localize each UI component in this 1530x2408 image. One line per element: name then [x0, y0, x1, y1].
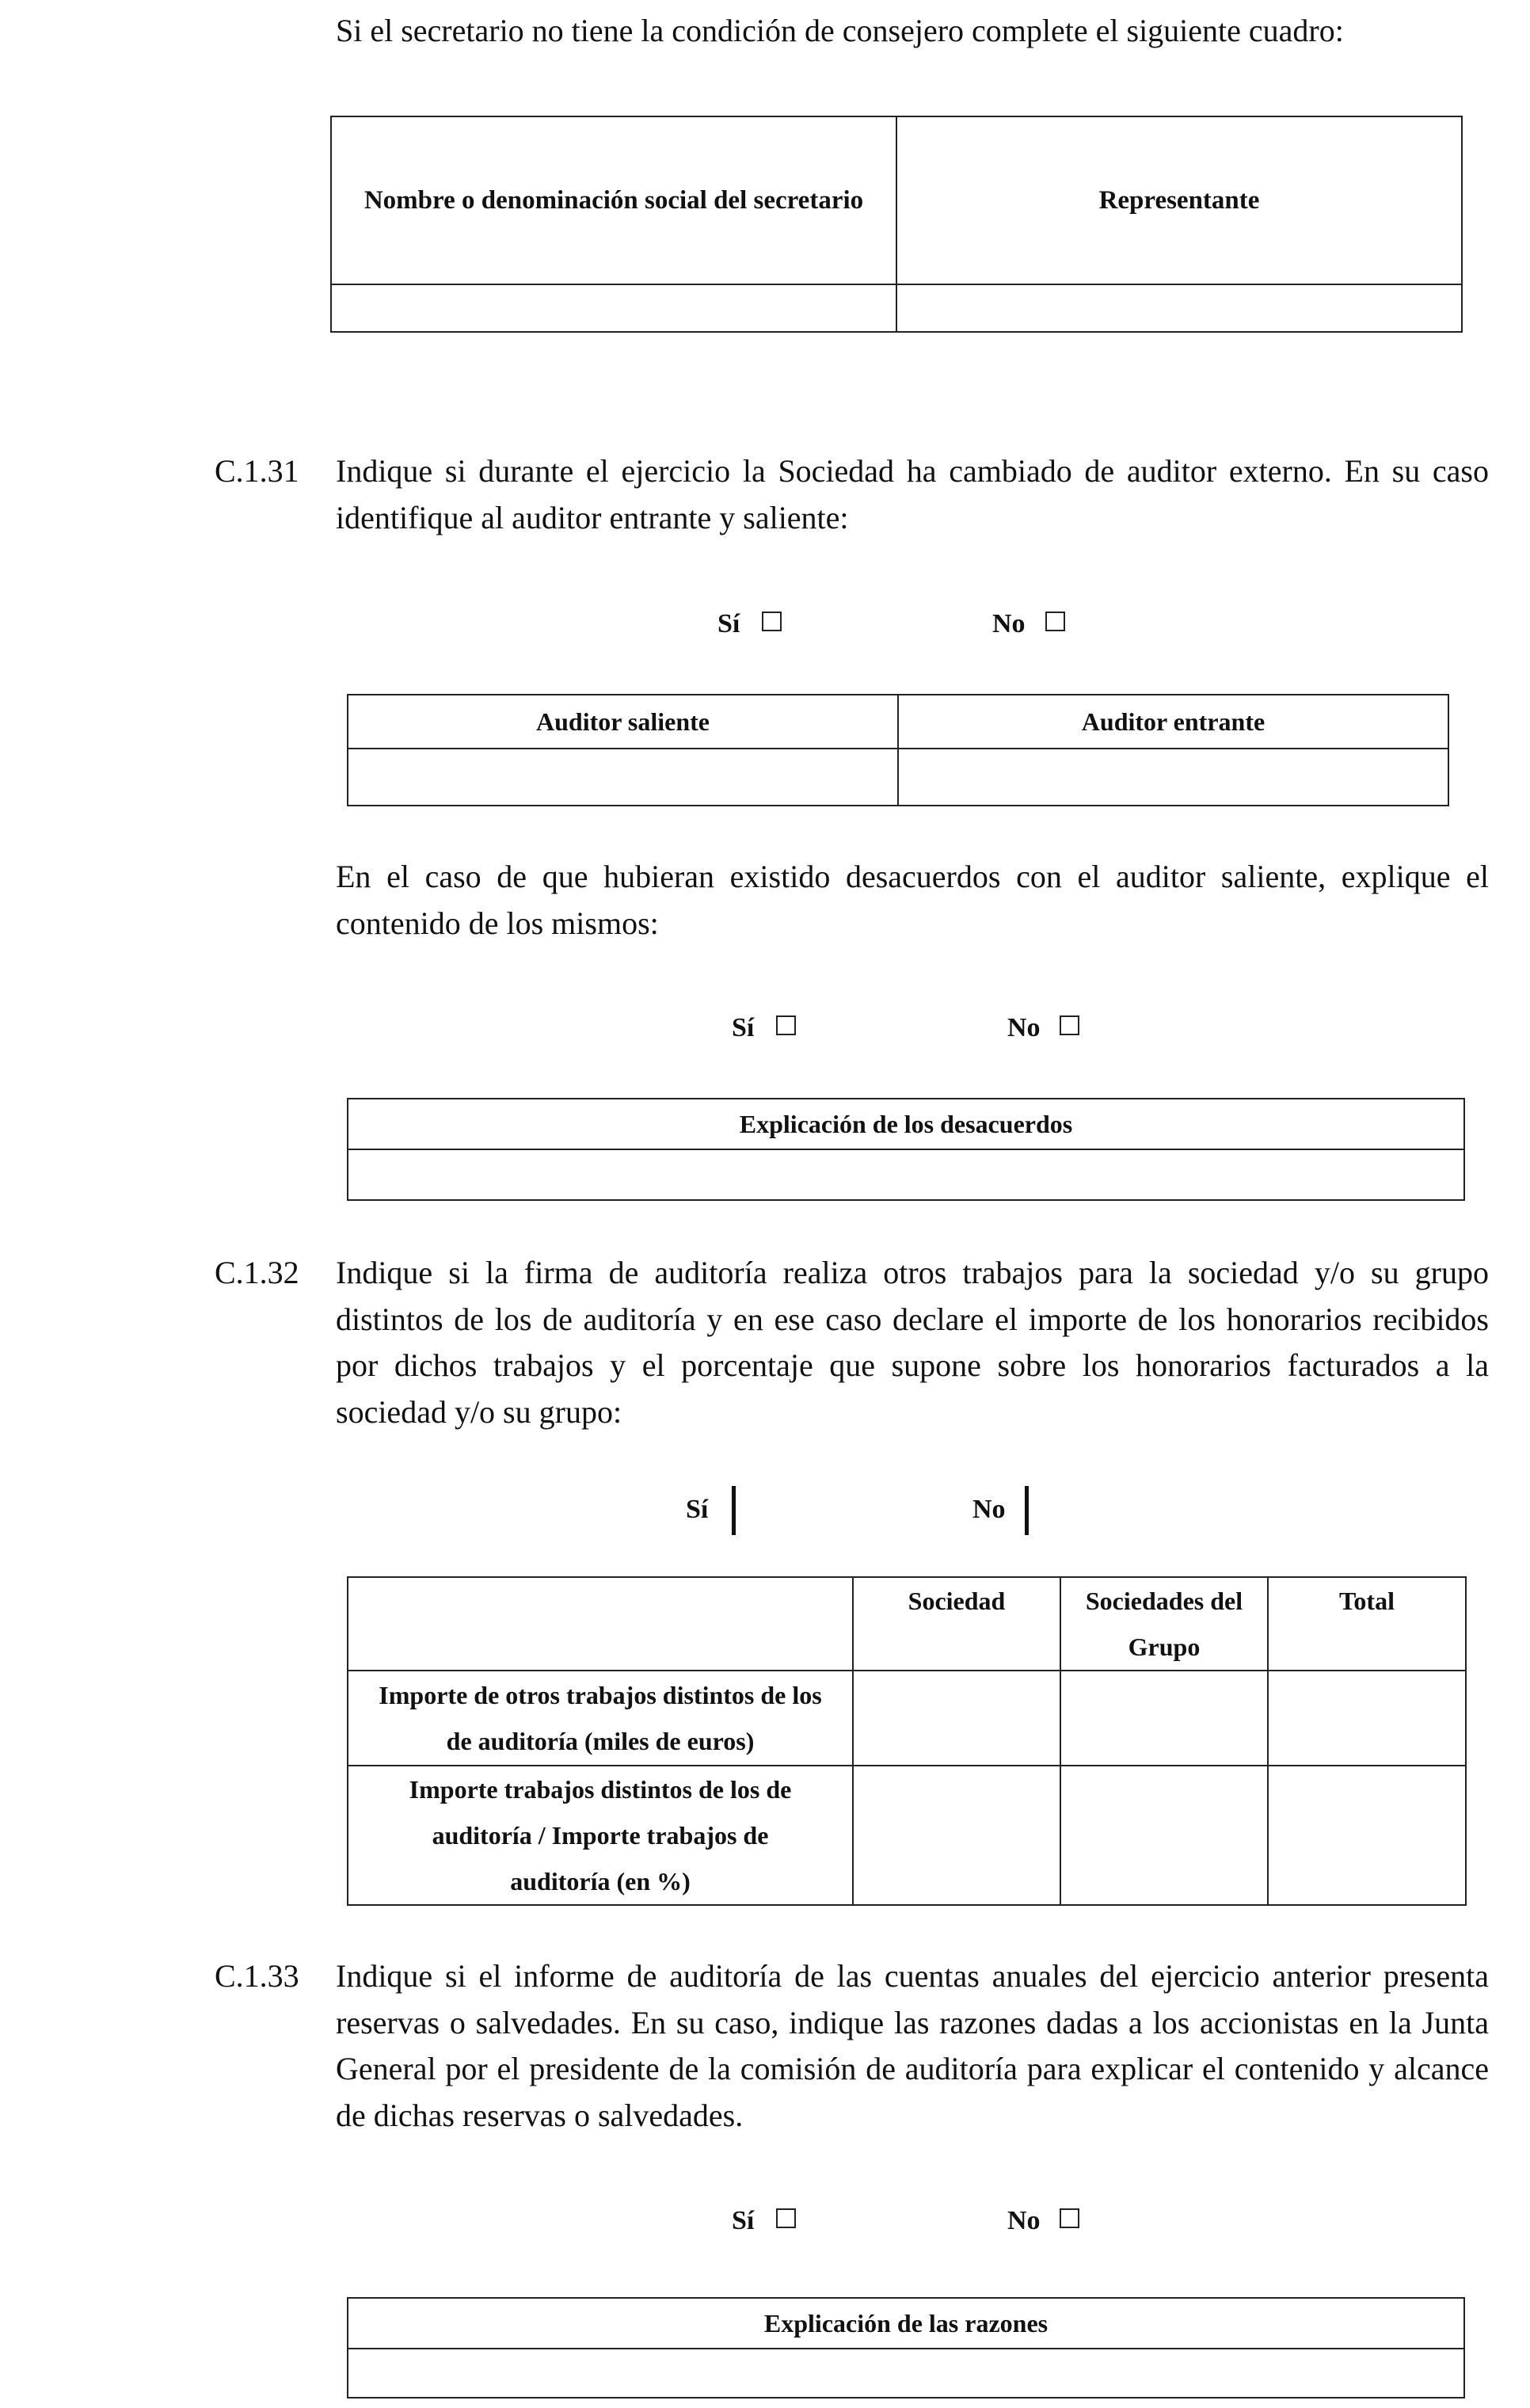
disagreement-question: En el caso de que hubieran existido desacuerdos con el auditor saliente, explique el contenido de los mismos: — [336, 859, 1489, 941]
total-cell[interactable] — [1268, 1671, 1466, 1766]
reasons-header: Explicación de las razones — [348, 2298, 1464, 2349]
no-checkbox[interactable] — [1060, 1015, 1079, 1035]
table-row — [331, 284, 1462, 332]
outgoing-auditor-cell[interactable] — [348, 749, 898, 806]
disagreement-cell[interactable] — [348, 1149, 1464, 1200]
table-header-row — [348, 695, 1448, 749]
section-number: C.1.33 — [215, 1958, 299, 1994]
no-label: No — [972, 1495, 1006, 1524]
intro-text: Si el secretario no tiene la condición de consejero complete el siguiente cuadro: — [336, 13, 1344, 48]
secretary-table — [330, 116, 1463, 333]
sociedades-grupo-header: Sociedades del Grupo — [1060, 1577, 1268, 1671]
no-input-bar[interactable] — [1025, 1486, 1029, 1535]
sociedad-header: Sociedad — [853, 1577, 1060, 1671]
no-label: No — [992, 609, 1026, 638]
yes-checkbox[interactable] — [776, 1015, 796, 1035]
table-row — [348, 1671, 1466, 1766]
secretary-name-header: Nombre o denominación social del secretario — [331, 116, 896, 284]
yes-label: Sí — [732, 1013, 755, 1042]
representative-header: Representante — [896, 116, 1462, 284]
yes-label: Sí — [732, 2206, 755, 2235]
sociedades-grupo-cell[interactable] — [1060, 1766, 1268, 1905]
table-row — [348, 2349, 1464, 2398]
total-cell[interactable] — [1268, 1766, 1466, 1905]
no-label: No — [1007, 2206, 1041, 2235]
section-question: Indique si durante el ejercicio la Sociedad ha cambiado de auditor externo. En su caso identifique al auditor entrante y saliente: — [336, 453, 1489, 535]
table-header-row — [348, 1099, 1464, 1149]
reasons-cell[interactable] — [348, 2349, 1464, 2398]
incoming-auditor-cell[interactable] — [898, 749, 1448, 806]
table-row — [348, 1766, 1466, 1905]
reasons-table — [347, 2297, 1465, 2398]
auditor-change-table — [347, 694, 1449, 806]
table-header-row — [331, 116, 1462, 284]
no-checkbox[interactable] — [1045, 612, 1065, 631]
yes-label: Sí — [717, 609, 740, 638]
yes-label: Sí — [686, 1495, 709, 1524]
empty-header-cell — [348, 1577, 853, 1671]
row-label: Importe trabajos distintos de los de auditoría / Importe trabajos de auditoría (en %) — [348, 1766, 853, 1905]
total-header: Total — [1268, 1577, 1466, 1671]
secretary-name-cell[interactable] — [331, 284, 896, 332]
table-header-row — [348, 1577, 1466, 1671]
section-question: Indique si el informe de auditoría de las cuentas anuales del ejercicio anterior presenta reservas o salvedades. En su caso, indique las razones dadas a los accionistas en la Junta General por el presidente de la comisión de auditoría para explicar el contenido y alcance de dichas reservas o salvedades. — [336, 1958, 1489, 2133]
table-row — [348, 749, 1448, 806]
disagreement-table — [347, 1098, 1465, 1201]
sociedad-cell[interactable] — [853, 1671, 1060, 1766]
sociedad-cell[interactable] — [853, 1766, 1060, 1905]
no-label: No — [1007, 1013, 1041, 1042]
representative-cell[interactable] — [896, 284, 1462, 332]
section-number: C.1.31 — [215, 453, 299, 489]
no-checkbox[interactable] — [1060, 2208, 1079, 2228]
sociedades-grupo-cell[interactable] — [1060, 1671, 1268, 1766]
audit-fees-table — [347, 1576, 1467, 1906]
disagreement-header: Explicación de los desacuerdos — [348, 1099, 1464, 1149]
yes-input-bar[interactable] — [732, 1486, 736, 1535]
yes-checkbox[interactable] — [776, 2208, 796, 2228]
yes-checkbox[interactable] — [762, 612, 782, 631]
section-number: C.1.32 — [215, 1255, 299, 1290]
table-header-row — [348, 2298, 1464, 2349]
outgoing-auditor-header: Auditor saliente — [348, 695, 898, 749]
table-row — [348, 1149, 1464, 1200]
incoming-auditor-header: Auditor entrante — [898, 695, 1448, 749]
row-label: Importe de otros trabajos distintos de los de auditoría (miles de euros) — [348, 1671, 853, 1766]
section-question: Indique si la firma de auditoría realiza otros trabajos para la sociedad y/o su grupo distintos de los de auditoría y en ese caso declare el importe de los honorarios recibidos por dichos trabajos y el porcentaje que supone sobre los honorarios facturados a la sociedad y/o su grupo: — [336, 1255, 1489, 1430]
